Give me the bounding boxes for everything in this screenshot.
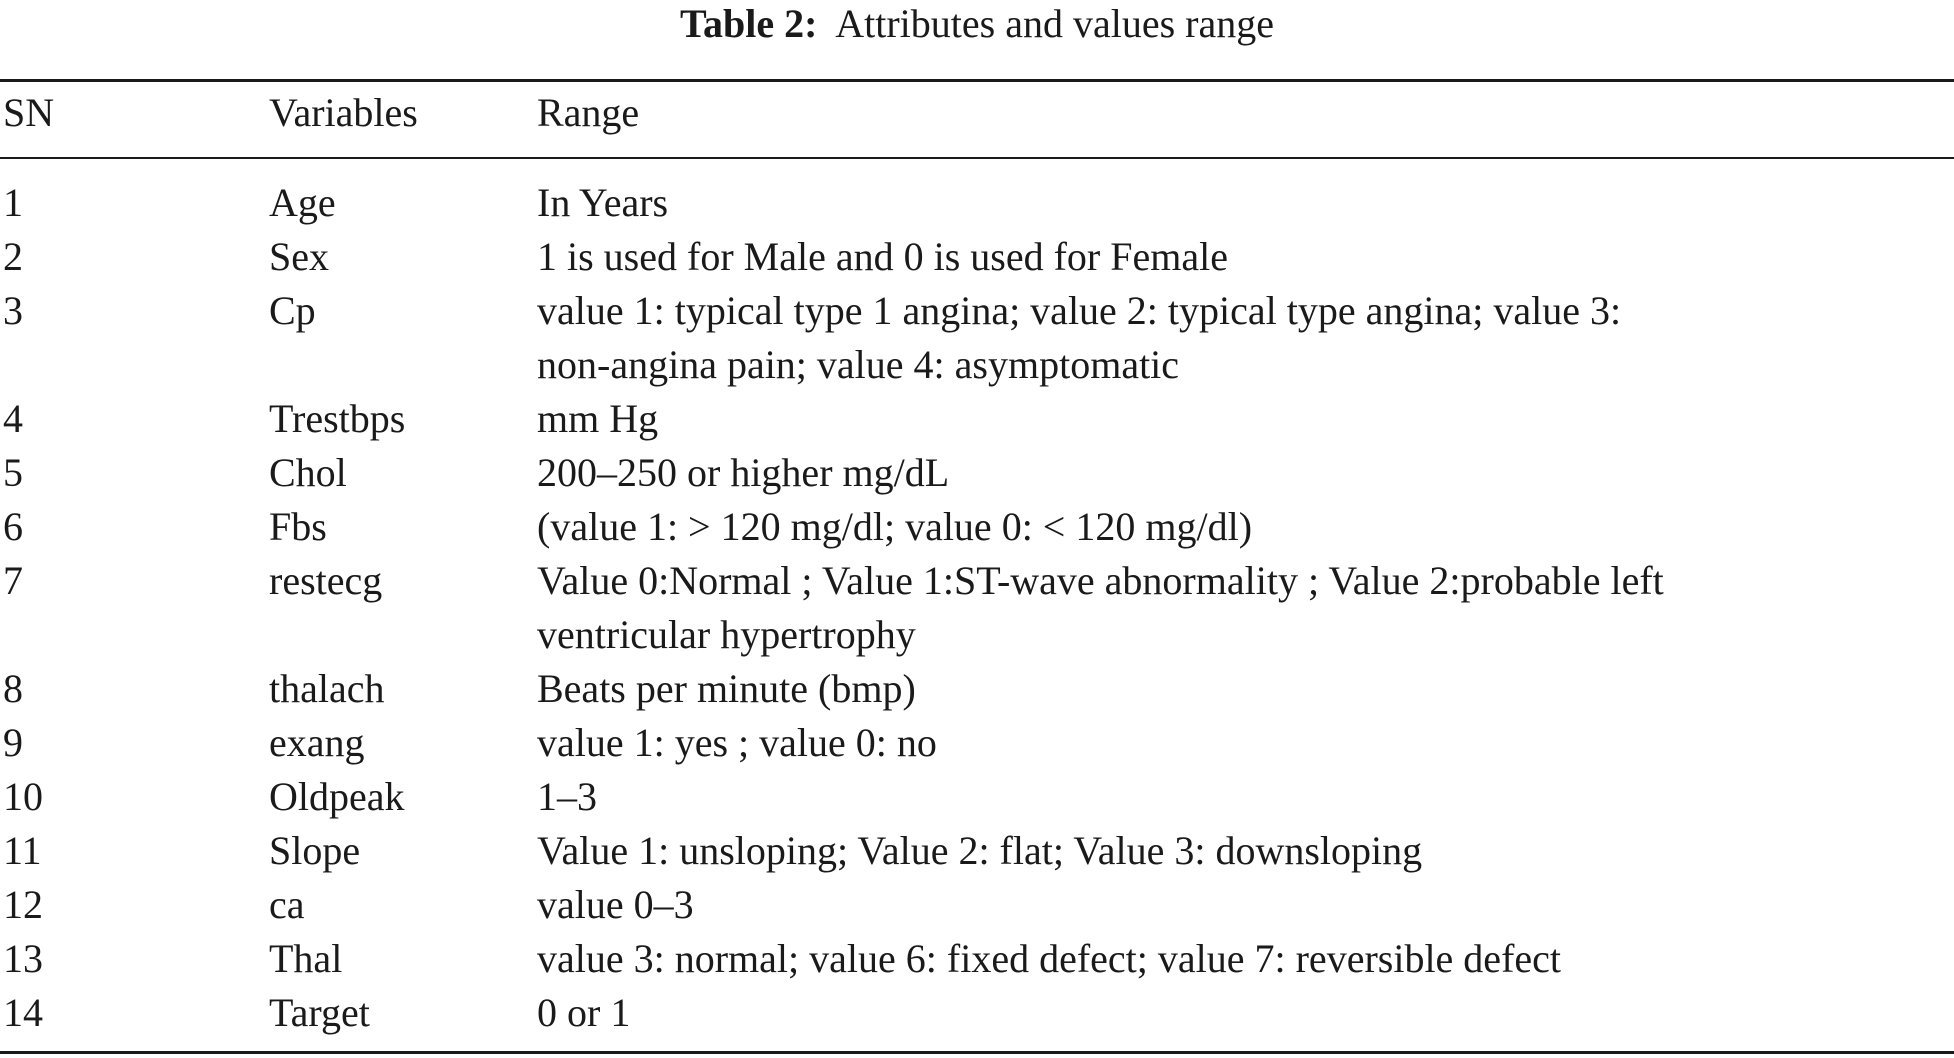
cell-variable: Slope (269, 828, 361, 873)
cell-sn: 2 (3, 234, 23, 279)
cell-sn: 4 (3, 396, 23, 441)
table-row (0, 554, 1954, 662)
cell-range: 1 is used for Male and 0 is used for Female (537, 234, 1228, 279)
cell-sn: 7 (3, 558, 23, 603)
cell-sn: 9 (3, 720, 23, 765)
cell-range: Beats per minute (bmp) (537, 666, 916, 711)
header-variables: Variables (269, 90, 418, 135)
cell-variable: Age (269, 180, 336, 225)
table-body (0, 176, 1954, 1046)
table-row (0, 878, 1954, 932)
cell-range: value 1: yes ; value 0: no (537, 720, 937, 765)
cell-variable: Chol (269, 450, 347, 495)
caption-text: Attributes and values range (835, 1, 1274, 46)
table-row (0, 446, 1954, 500)
cell-range: mm Hg (537, 396, 659, 441)
cell-variable: Trestbps (269, 396, 406, 441)
table-caption (0, 0, 1954, 48)
cell-variable: exang (269, 720, 365, 765)
cell-range: 200–250 or higher mg/dL (537, 450, 950, 495)
cell-variable: Target (269, 990, 370, 1035)
cell-range: non-angina pain; value 4: asymptomatic (537, 342, 1180, 387)
header-range: Range (537, 90, 640, 135)
cell-range: value 3: normal; value 6: fixed defect; value 7: reversible defect (537, 936, 1562, 981)
cell-range: In Years (537, 180, 669, 225)
cell-sn: 3 (3, 288, 23, 333)
cell-variable: ca (269, 882, 305, 927)
table-row (0, 716, 1954, 770)
cell-sn: 1 (3, 180, 23, 225)
table-row (0, 770, 1954, 824)
table-row (0, 176, 1954, 230)
table-row (0, 392, 1954, 446)
cell-sn: 14 (3, 990, 43, 1035)
cell-variable: Sex (269, 234, 329, 279)
table-row (0, 662, 1954, 716)
cell-variable: thalach (269, 666, 385, 711)
header-rule (0, 157, 1954, 159)
cell-variable: Thal (269, 936, 343, 981)
cell-sn: 12 (3, 882, 43, 927)
cell-sn: 13 (3, 936, 43, 981)
cell-range: value 0–3 (537, 882, 694, 927)
cell-range: 0 or 1 (537, 990, 631, 1035)
cell-sn: 11 (3, 828, 42, 873)
cell-range: (value 1: > 120 mg/dl; value 0: < 120 mg/dl) (537, 504, 1253, 549)
table-row (0, 932, 1954, 986)
cell-variable: restecg (269, 558, 383, 603)
cell-range: 1–3 (537, 774, 597, 819)
cell-variable: Oldpeak (269, 774, 405, 819)
table-row (0, 230, 1954, 284)
cell-range: Value 1: unsloping; Value 2: flat; Value 3: downsloping (537, 828, 1423, 873)
table-row (0, 284, 1954, 392)
cell-sn: 5 (3, 450, 23, 495)
cell-sn: 6 (3, 504, 23, 549)
cell-range: Value 0:Normal ; Value 1:ST-wave abnormality ; Value 2:probable left (537, 558, 1664, 603)
cell-range: ventricular hypertrophy (537, 612, 916, 657)
cell-sn: 8 (3, 666, 23, 711)
table-row (0, 986, 1954, 1040)
bottom-rule (0, 1051, 1954, 1054)
cell-range: value 1: typical type 1 angina; value 2: typical type angina; value 3: (537, 288, 1622, 333)
table-header (0, 86, 1954, 146)
table-row (0, 824, 1954, 878)
table-row (0, 500, 1954, 554)
header-sn: SN (3, 90, 55, 135)
cell-sn: 10 (3, 774, 43, 819)
top-rule (0, 79, 1954, 82)
caption-label: Table 2: (680, 1, 818, 46)
cell-variable: Fbs (269, 504, 327, 549)
cell-variable: Cp (269, 288, 316, 333)
